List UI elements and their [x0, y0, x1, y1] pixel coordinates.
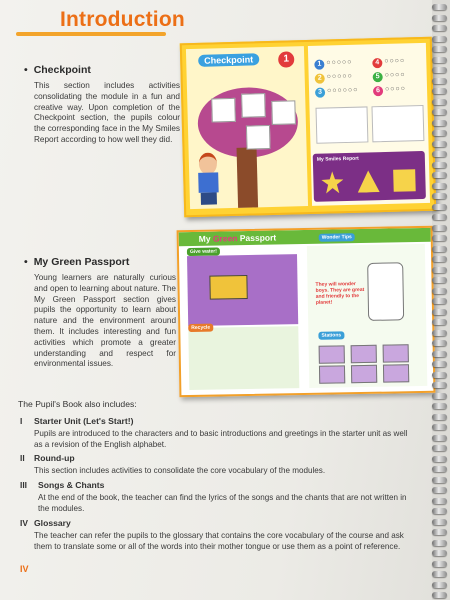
- spiral-coil: [432, 172, 447, 178]
- answer-blanks: ○○○○○: [326, 72, 353, 81]
- spiral-coil: [432, 225, 447, 231]
- spiral-coil: [432, 130, 447, 136]
- item-heading: Songs & Chants: [38, 480, 105, 490]
- spiral-coil: [432, 592, 447, 598]
- page-number: IV: [20, 564, 29, 574]
- spiral-coil: [432, 25, 447, 31]
- spiral-coil: [432, 120, 447, 126]
- item-number: II: [20, 453, 25, 463]
- item-heading: Glossary: [34, 518, 71, 528]
- checkpoint-badge: Checkpoint: [198, 53, 259, 67]
- drawing-box: [371, 105, 424, 142]
- wonder-tips-tab: Wonder Tips: [319, 233, 355, 242]
- spiral-coil: [432, 298, 447, 304]
- robot-slogan: They will wonder boys. They are great and friendly to the planet!: [315, 281, 365, 306]
- spiral-coil: [432, 183, 447, 189]
- spiral-coil: [432, 46, 447, 52]
- spiral-coil: [432, 424, 447, 430]
- spiral-coil: [432, 162, 447, 168]
- number-circle: 3: [315, 88, 325, 98]
- spiral-coil: [432, 141, 447, 147]
- item-number: IV: [20, 518, 28, 528]
- spiral-coil: [432, 330, 447, 336]
- spiral-coil: [432, 414, 447, 420]
- spiral-coil: [432, 57, 447, 63]
- number-circle: 4: [372, 58, 382, 68]
- picture-frame: [246, 125, 271, 150]
- checkpoint-heading: [24, 64, 91, 76]
- spiral-coil: [432, 78, 447, 84]
- bullet-icon: •: [24, 256, 28, 268]
- star-face-icon: [321, 171, 344, 194]
- item-heading: Round-up: [34, 453, 75, 463]
- boy-body: [198, 172, 219, 193]
- robot-character: [367, 262, 404, 321]
- green-passport-heading: [24, 256, 129, 268]
- number-circle: 1: [314, 60, 324, 70]
- spiral-coil: [432, 340, 447, 346]
- answer-blanks: ○○○○: [384, 85, 407, 93]
- spiral-coil: [432, 151, 447, 157]
- spiral-coil: [432, 99, 447, 105]
- picture-frame: [241, 93, 266, 118]
- spiral-coil: [432, 445, 447, 451]
- spiral-coil: [432, 582, 447, 588]
- spiral-coil: [432, 466, 447, 472]
- spiral-coil: [432, 435, 447, 441]
- activity-picture: [383, 364, 409, 382]
- spiral-coil: [432, 288, 447, 294]
- boy-legs: [201, 192, 217, 204]
- spiral-coil: [432, 571, 447, 577]
- item-body-line: The teacher can refer the pupils to the glossary that contains the core vocabulary of the course and ask: [34, 531, 404, 540]
- bullet-icon: •: [24, 64, 28, 76]
- give-water-tab: Give water!: [187, 247, 220, 256]
- item-number: I: [20, 416, 23, 426]
- checkpoint-number-badge: 1: [278, 51, 294, 67]
- spiral-coil: [432, 393, 447, 399]
- title-suffix: Passport: [237, 232, 277, 244]
- recycle-tab: Recycle: [188, 324, 213, 332]
- spiral-coil: [432, 109, 447, 115]
- spiral-coil: [432, 309, 447, 315]
- spiral-coil: [432, 498, 447, 504]
- title-underline: [16, 32, 166, 36]
- wonder-tips-panel: [307, 244, 427, 388]
- spiral-coil: [432, 15, 447, 21]
- activity-picture: [319, 365, 345, 383]
- number-circle: 6: [373, 86, 383, 96]
- answer-blanks: ○○○○○○: [326, 86, 359, 95]
- boy-character: [195, 152, 222, 205]
- picture-frame: [271, 100, 296, 125]
- spiral-coil: [432, 36, 447, 42]
- green-passport-description: Young learners are naturally curious and open to learning about nature. The My Green Passport section gives pupils the opportunity to learn about nature and the environment around them. It includes interesting and fun activities which promote a greater understanding and respect for environmental issues.: [34, 273, 176, 369]
- spiral-coil: [432, 267, 447, 273]
- item-body-line: This section includes activities to consolidate the core vocabulary of the modules.: [34, 466, 326, 475]
- drawing-box: [315, 106, 368, 143]
- spiral-coil: [432, 256, 447, 262]
- spiral-coil: [432, 235, 447, 241]
- stations-tab: Stations: [318, 331, 344, 339]
- item-heading: Starter Unit (Let's Start!): [34, 416, 134, 426]
- item-body-line: the modules.: [38, 504, 85, 513]
- spiral-coil: [432, 4, 447, 10]
- green-passport-illustration: [177, 226, 436, 397]
- item-number: III: [20, 480, 27, 490]
- spiral-coil: [432, 550, 447, 556]
- spiral-coil: [432, 403, 447, 409]
- activity-picture: [351, 345, 377, 363]
- spiral-coil: [432, 214, 447, 220]
- spiral-coil: [432, 477, 447, 483]
- picture-frame: [211, 98, 236, 123]
- number-circle: 5: [373, 72, 383, 82]
- spiral-coil: [432, 372, 447, 378]
- spiral-coil: [432, 529, 447, 535]
- spiral-coil: [432, 561, 447, 567]
- spiral-coil: [432, 487, 447, 493]
- page-title: Introduction: [60, 8, 185, 31]
- tree-trunk: [237, 147, 259, 208]
- item-body-line: as a revision of the English alphabet.: [34, 440, 167, 449]
- checkpoint-description: This section includes activities consolidating the module in a fun and creative way. Upon completion of the Checkpoint section, the pupils colour the corresponding face in the My Smiles Report according to how well they did.: [34, 81, 180, 144]
- number-circle: 2: [315, 74, 325, 84]
- activity-picture: [319, 345, 345, 363]
- green-passport-image-title: [199, 233, 277, 244]
- activity-picture: [351, 365, 377, 383]
- spiral-coil: [432, 540, 447, 546]
- spiral-coil: [432, 193, 447, 199]
- title-prefix: My: [198, 233, 213, 244]
- square-face-icon: [393, 169, 416, 192]
- answer-blanks: ○○○○: [384, 71, 406, 79]
- school-bus: [209, 275, 247, 300]
- smiles-report-label: My Smiles Report: [316, 155, 359, 163]
- checkpoint-heading-text: Checkpoint: [33, 64, 91, 76]
- green-passport-heading-text: My Green Passport: [33, 256, 130, 268]
- triangle-face-icon: [357, 170, 380, 193]
- smiles-report: [313, 151, 426, 202]
- spiral-coil: [432, 67, 447, 73]
- includes-intro: The Pupil's Book also includes:: [18, 399, 137, 409]
- spiral-binding: [430, 0, 450, 600]
- checkpoint-left-page: [186, 46, 308, 209]
- spiral-coil: [432, 508, 447, 514]
- spiral-coil: [432, 361, 447, 367]
- activity-picture: [383, 344, 409, 362]
- item-body-line: At the end of the book, the teacher can find the lyrics of the songs and the chants that are not written in: [38, 493, 407, 502]
- spiral-coil: [432, 382, 447, 388]
- spiral-coil: [432, 456, 447, 462]
- spiral-coil: [432, 519, 447, 525]
- spiral-coil: [432, 246, 447, 252]
- item-body-line: them to translate some or all of the words into their mother tongue or use them as a point of reference.: [34, 542, 401, 551]
- spiral-coil: [432, 351, 447, 357]
- spiral-coil: [432, 319, 447, 325]
- recycle-panel: [188, 326, 299, 390]
- spiral-coil: [432, 204, 447, 210]
- spiral-coil: [432, 88, 447, 94]
- answer-blanks: ○○○○: [384, 57, 406, 65]
- item-body-line: Pupils are introduced to the characters and to basic introductions and greetings in the starter unit as well: [34, 429, 408, 438]
- checkpoint-illustration: [180, 37, 436, 218]
- answer-blanks: ○○○○○: [326, 58, 353, 67]
- spiral-coil: [432, 277, 447, 283]
- title-accent: Green: [212, 233, 238, 244]
